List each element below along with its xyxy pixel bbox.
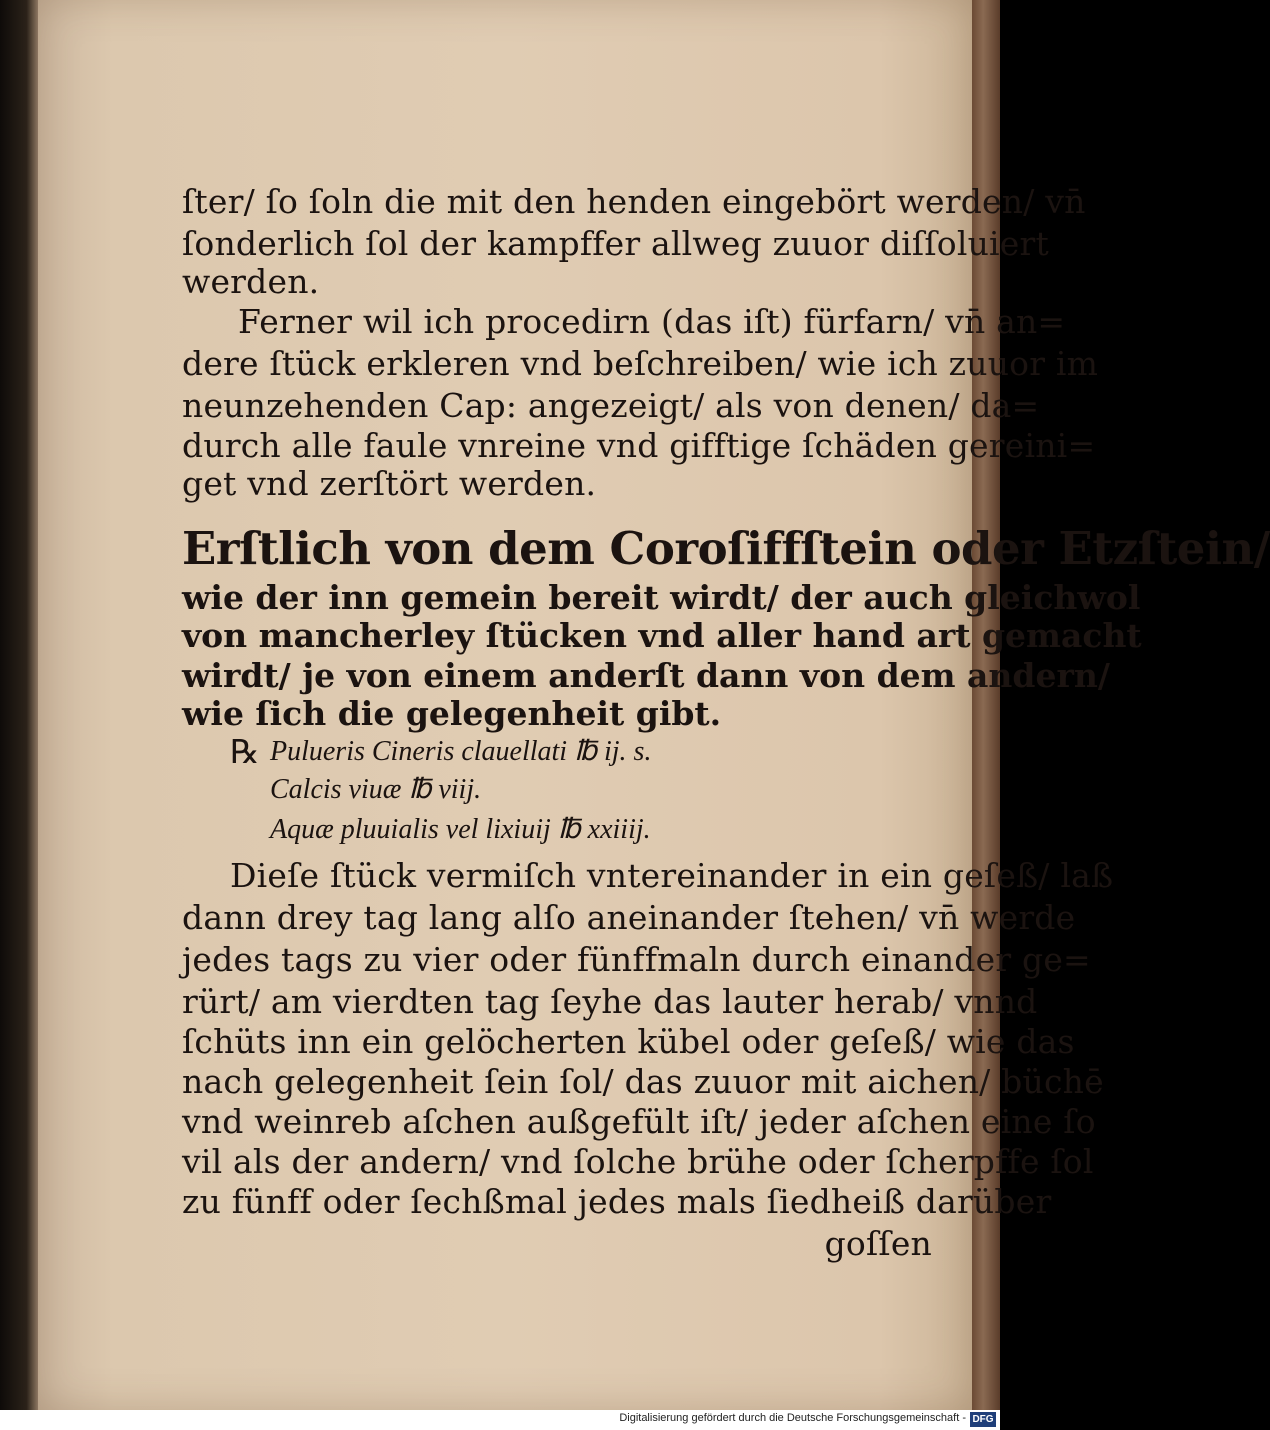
footer-credit: Digitalisierung gefördert durch die Deutsche Forschungsgemeinschaft - [619, 1412, 966, 1424]
heading-line: wie der inn gemein bereit wirdt/ der auch gleichwol [182, 578, 1141, 617]
body-line: Dieſe ſtück vermiſch vntereinander in ein geſeß/ laß [230, 856, 1114, 895]
body-line: neunzehenden Cap: angezeigt/ als von denen/ da= [182, 386, 1040, 425]
catchword: goſſen [824, 1224, 932, 1263]
left-binding-edge [0, 0, 38, 1410]
body-line: Ferner wil ich procedirn (das iſt) fürfarn/ vn̄ an= [238, 302, 1066, 341]
body-line: get vnd zerſtört werden. [182, 464, 597, 503]
body-line: jedes tags zu vier oder fünffmaln durch einander ge= [182, 940, 1091, 979]
body-line: dann drey tag lang alſo aneinander ſtehen/ vn̄ werde [182, 898, 1076, 937]
body-line: rürt/ am vierdten tag ſeyhe das lauter herab/ vnnd [182, 982, 1038, 1021]
heading-line: wirdt/ je von einem anderſt dann von dem andern/ [182, 656, 1110, 695]
body-line: nach gelegenheit ſein ſol/ das zuuor mit aichen/ büchē [182, 1062, 1104, 1101]
body-line: dere ſtück erkleren vnd beſchreiben/ wie ich zuuor im [182, 344, 1099, 383]
heading-line: wie ſich die gelegenheit gibt. [182, 694, 722, 733]
heading-line: von mancherley ſtücken vnd aller hand art gemacht [182, 616, 1142, 655]
body-line: werden. [182, 262, 320, 301]
body-line: ſchüts inn ein gelöcherten kübel oder geſeß/ wie das [182, 1022, 1075, 1061]
body-line: durch alle faule vnreine vnd gifftige ſchäden gereini= [182, 426, 1096, 465]
dfg-logo: DFG [970, 1412, 996, 1427]
body-line: ſter/ ſo ſoln die mit den henden eingebört werden/ vn̄ [182, 182, 1086, 221]
recipe-line: Calcis viuæ ℔ viij. [270, 774, 482, 805]
body-line: zu fünff oder ſechßmal jedes mals ſiedheiß darüber [182, 1182, 1052, 1221]
body-line: vnd weinreb aſchen außgefült iſt/ jeder aſchen eine ſo [182, 1102, 1096, 1141]
recipe-symbol: ℞ [230, 732, 260, 771]
body-line: vil als der andern/ vnd ſolche brühe oder ſcherpffe ſol [182, 1142, 1094, 1181]
body-line: ſonderlich ſol der kampffer allweg zuuor diſſoluiert [182, 224, 1049, 263]
recipe-line: Pulueris Cineris clauellati ℔ ij. s. [270, 736, 652, 767]
section-heading: Erſtlich von dem Coroſiffſtein oder Etzſtein/ [182, 522, 1270, 575]
recipe-line: Aquæ pluuialis vel lixiuij ℔ xxiiij. [270, 814, 651, 845]
